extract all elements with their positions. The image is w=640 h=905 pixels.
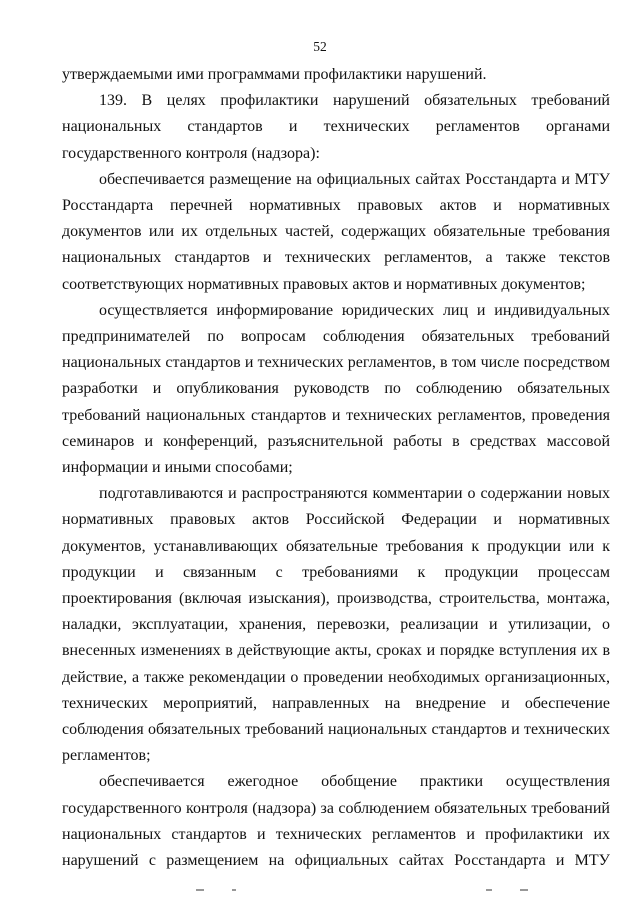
scan-artifact [520, 889, 528, 891]
scan-artifact [232, 889, 236, 891]
paragraph-clause-139: 139. В целях профилактики нарушений обязательных требований национальных стандартов и технических регламентов органами государственного контроля (надзора): [62, 92, 610, 162]
paragraph-annual-generalization: обеспечивается ежегодное обобщение практики осуществления государственного контроля (надзора) за соблюдением обязательных требований национальных стандартов и технических регламентов и профилактики их нарушений с размещением на официальных сайтах Росстандарта и МТУ [62, 773, 610, 870]
paragraph-informing-entities: осуществляется информирование юридических лиц и индивидуальных предпринимателей по вопросам соблюдения обязательных требований национальных стандартов и технических регламентов, в том числе посредством разработки и опубликования руководств по соблюдению обязательных требований национальных стандартов и технических регламентов, проведения семинаров и конференций, разъяснительной работы в средствах массовой информации и иными способами; [62, 301, 610, 477]
paragraph-continuation: утверждаемыми ими программами профилактики нарушений. [62, 66, 487, 83]
scan-artifact [196, 889, 204, 891]
document-body [62, 62, 610, 874]
scan-artifact [486, 889, 492, 891]
paragraph-commentary-preparation: подготавливаются и распространяются комментарии о содержании новых нормативных правовых актов Российской Федерации и нормативных документов, устанавливающих обязательные требования к продукции или к продукции и связанным с требованиями к продукции процессам проектирования (включая изыскания), производства, строительства, монтажа, наладки, эксплуатации, хранения, перевозки, реализации и утилизации, о внесенных изменениях в действующие акты, сроках и порядке вступления их в действие, а также рекомендации о проведении необходимых организационных, технических мероприятий, направленных на внедрение и обеспечение соблюдения обязательных требований национальных стандартов и технических регламентов; [62, 485, 610, 765]
page-number: 52 [313, 39, 327, 54]
paragraph-publication-of-acts: обеспечивается размещение на официальных сайтах Росстандарта и МТУ Росстандарта перечней нормативных правовых актов и нормативных документов или их отдельных частей, содержащих обязательные требования национальных стандартов и технических регламентов, а также текстов соответствующих нормативных правовых актов и нормативных документов; [62, 170, 610, 293]
